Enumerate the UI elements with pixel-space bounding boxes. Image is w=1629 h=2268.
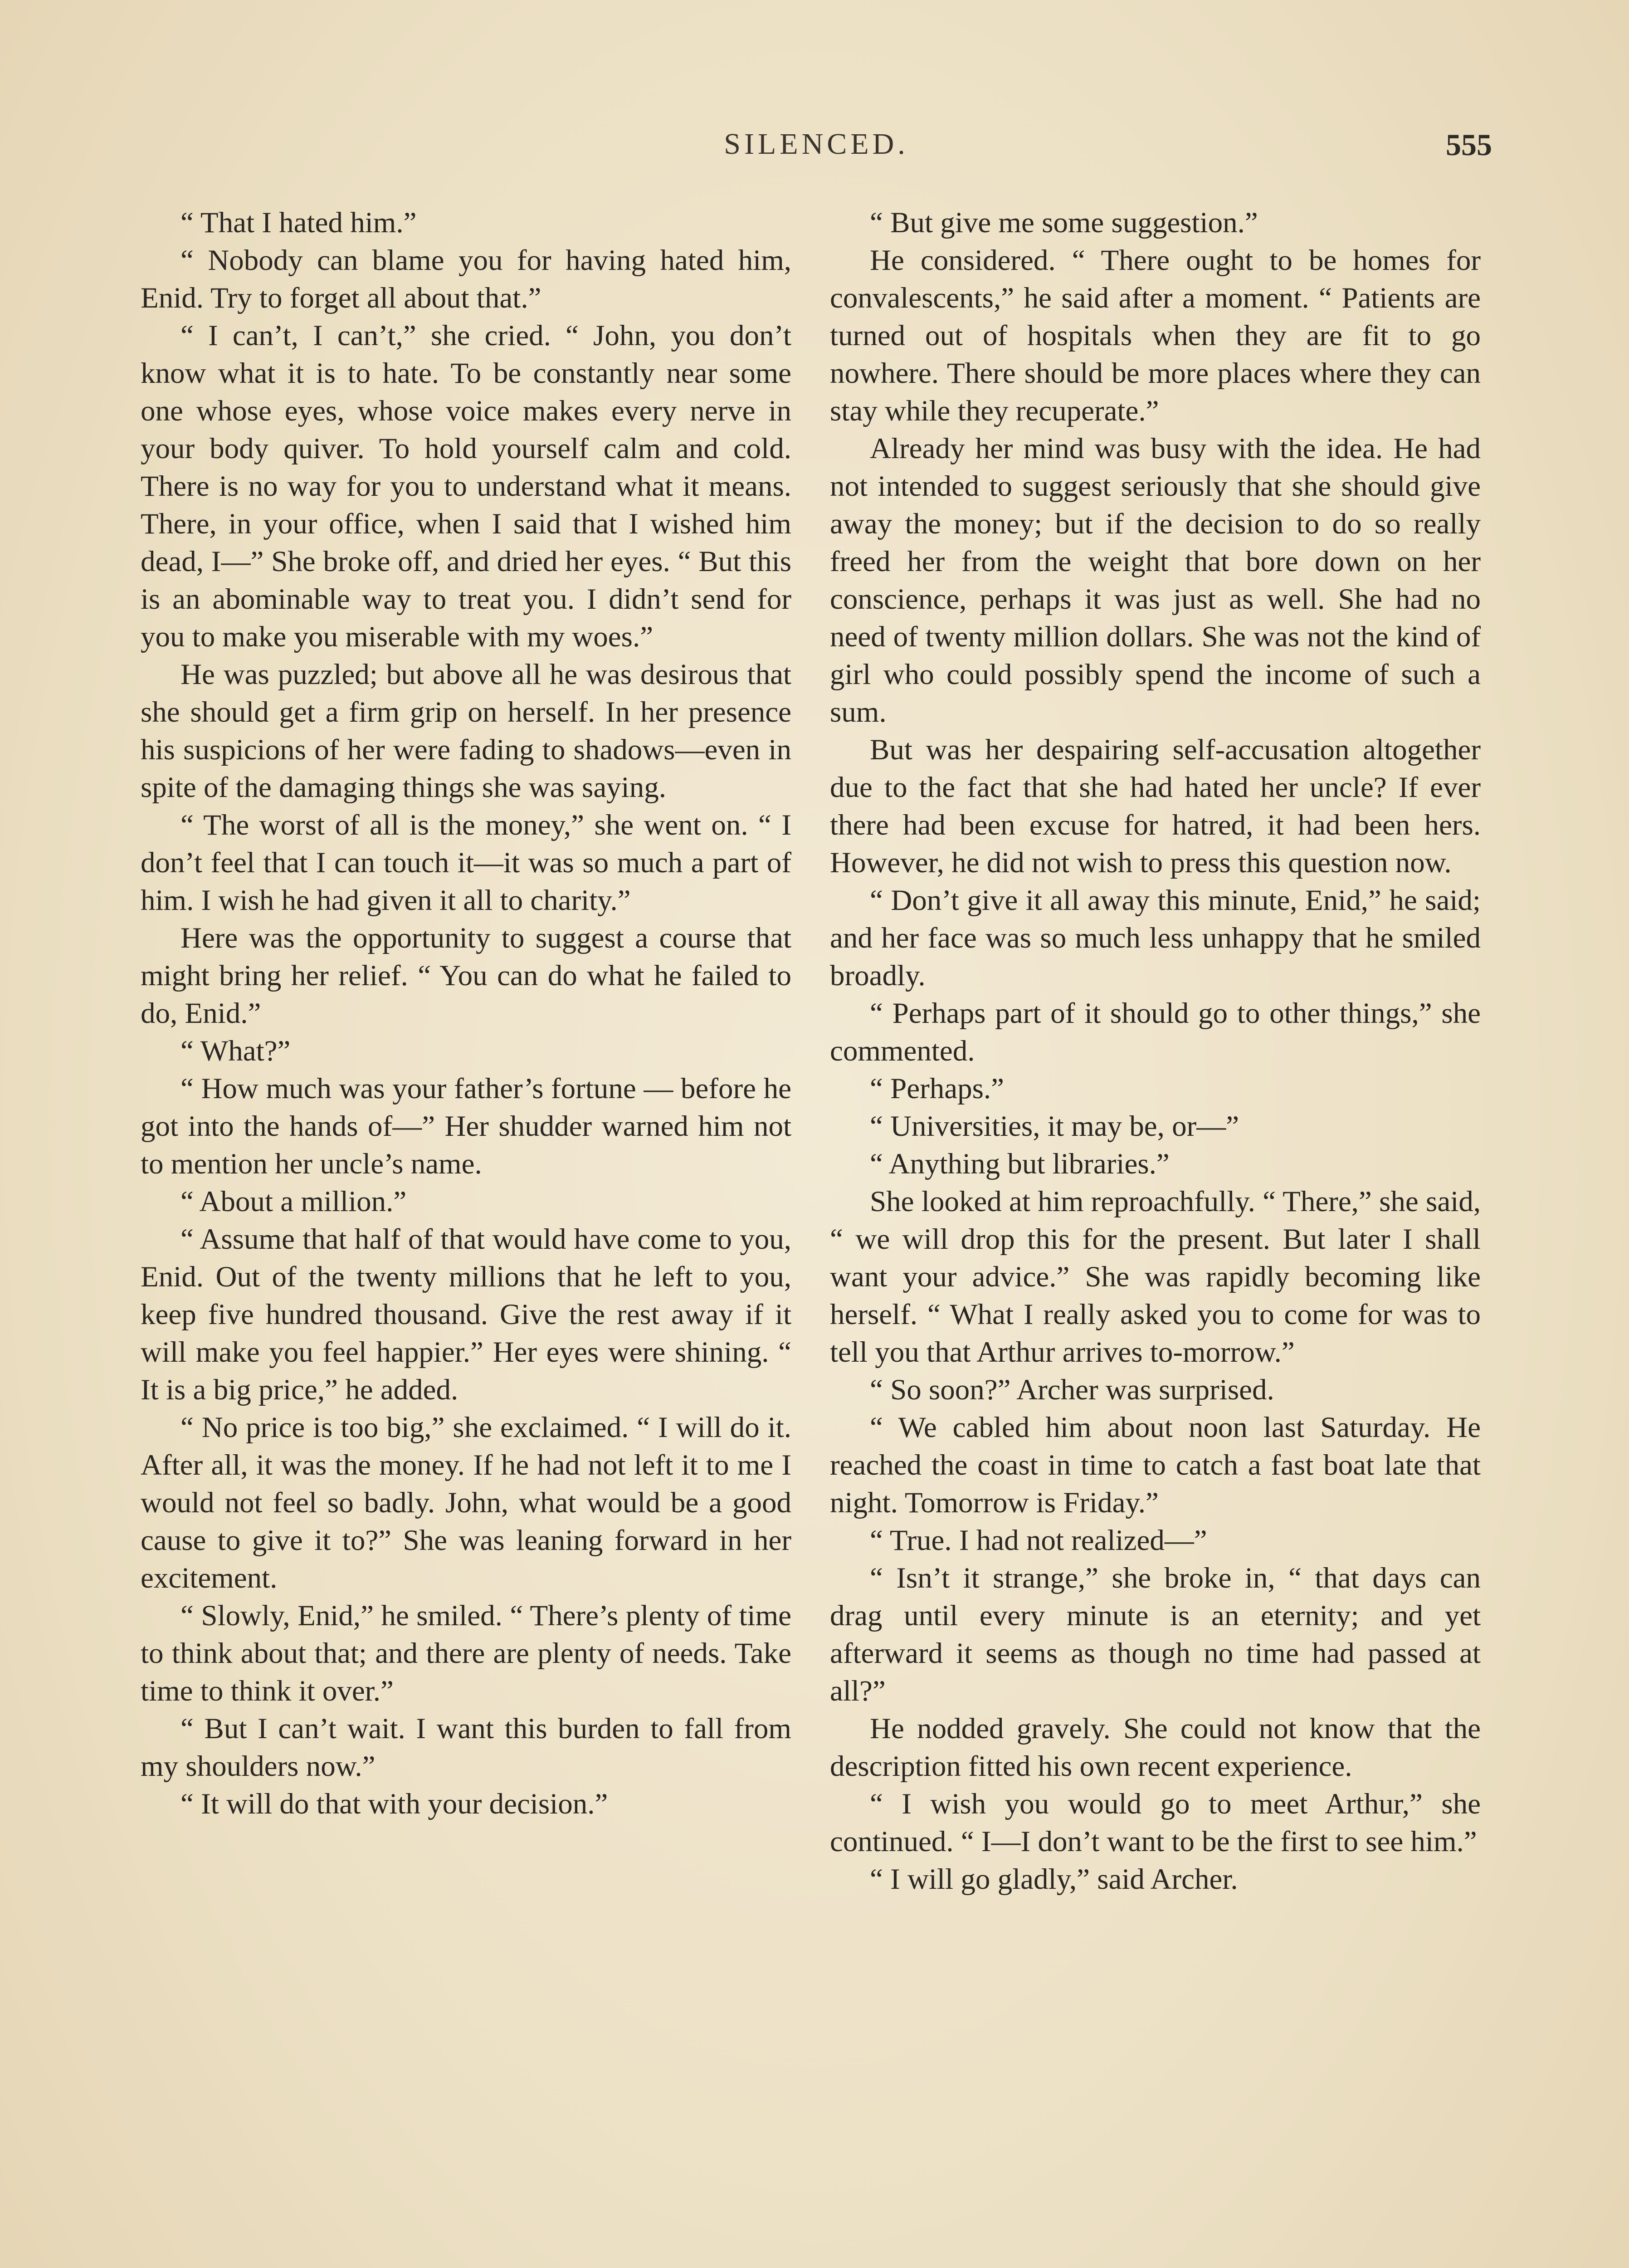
paragraph: “ Don’t give it all away this minute, Enid,” he said; and her face was so much less unhappy that he smiled broadly. bbox=[830, 884, 1481, 992]
paragraph: “ How much was your father’s fortune — before he got into the hands of—” Her shudder warned him not to mention her uncle’s name. bbox=[141, 1072, 791, 1180]
paragraph: “ Universities, it may be, or—” bbox=[870, 1110, 1239, 1143]
paragraph: “ About a million.” bbox=[180, 1185, 407, 1218]
paragraph: She looked at him reproachfully. “ There,” she said, “ we will drop this for the present. But later I shall want your advice.” She was rapidly becoming like herself. “ What I really asked you to come for was to tell you that Arthur arrives to-morrow.” bbox=[830, 1185, 1481, 1369]
paragraph: He was puzzled; but above all he was desirous that she should get a firm grip on herself. In her presence his suspicions of her were fading to shadows—even in spite of the damaging things she was saying. bbox=[141, 658, 791, 804]
left-column bbox=[141, 204, 791, 1823]
paragraph: “ Isn’t it strange,” she broke in, “ that days can drag until every minute is an eternity; and yet afterward it seems as though no time had passed at all?” bbox=[830, 1562, 1481, 1707]
paragraph: “ Perhaps part of it should go to other things,” she commented. bbox=[830, 997, 1481, 1067]
paragraph: “ What?” bbox=[180, 1035, 291, 1067]
paragraph: “ We cabled him about noon last Saturday. He reached the coast in time to catch a fast boat late that night. Tomorrow is Friday.” bbox=[830, 1411, 1481, 1519]
paragraph: “ But I can’t wait. I want this burden to fall from my shoulders now.” bbox=[141, 1712, 791, 1783]
paragraph: Here was the opportunity to suggest a course that might bring her relief. “ You can do what he failed to do, Enid.” bbox=[141, 922, 791, 1030]
paragraph: “ No price is too big,” she exclaimed. “ I will do it. After all, it was the money. If he had not left it to me I would not feel so badly. John, what would be a good cause to give it to?” She was leaning forward in her excitement. bbox=[141, 1411, 791, 1594]
paragraph: “ Slowly, Enid,” he smiled. “ There’s plenty of time to think about that; and there are plenty of needs. Take time to think it over.” bbox=[141, 1599, 791, 1707]
paragraph: He considered. “ There ought to be homes for convalescents,” he said after a moment. “ Patients are turned out of hospitals when they are fit to go nowhere. There should be more places where they can stay while they recuperate.” bbox=[830, 244, 1481, 427]
paragraph: “ But give me some suggestion.” bbox=[870, 206, 1258, 239]
paragraph: “ Anything but libraries.” bbox=[870, 1148, 1170, 1180]
paragraph: Already her mind was busy with the idea. He had not intended to suggest seriously that she should give away the money; but if the decision to do so really freed her from the weight that bore down on her conscience, perhaps it was just as well. She had no need of twenty million dollars. She was not the kind of girl who could possibly spend the income of such a sum. bbox=[830, 432, 1481, 728]
page-header bbox=[141, 127, 1492, 172]
paragraph: “ I wish you would go to meet Arthur,” she continued. “ I—I don’t want to be the first to see him.” bbox=[830, 1788, 1481, 1858]
page-number: 555 bbox=[1446, 127, 1492, 162]
paragraph: “ Assume that half of that would have come to you, Enid. Out of the twenty millions that he left to you, keep five hundred thousand. Give the rest away if it will make you feel happier.” Her eyes were shining. “ It is a big price,” he added. bbox=[141, 1223, 791, 1406]
paragraph: “ I can’t, I can’t,” she cried. “ John, you don’t know what it is to hate. To be constantly near some one whose eyes, whose voice makes every nerve in your body quiver. To hold yourself calm and cold. There is no way for you to understand what it means. There, in your office, when I said that I wished him dead, I—” She broke off, and dried her eyes. “ But this is an abominable way to treat you. I didn’t send for you to make you miserable with my woes.” bbox=[141, 319, 791, 653]
paragraph: He nodded gravely. She could not know that the description fitted his own recent experience. bbox=[830, 1712, 1481, 1783]
paragraph: But was her despairing self-accusation altogether due to the fact that she had hated her uncle? If ever there had been excuse for hatred, it had been hers. However, he did not wish to press this question now. bbox=[830, 733, 1481, 879]
paragraph: “ That I hated him.” bbox=[180, 206, 417, 239]
paragraph: “ I will go gladly,” said Archer. bbox=[870, 1863, 1238, 1896]
paragraph: “ True. I had not realized—” bbox=[870, 1524, 1207, 1557]
running-title: SILENCED. bbox=[724, 127, 909, 161]
paragraph: “ The worst of all is the money,” she went on. “ I don’t feel that I can touch it—it was so much a part of him. I wish he had given it all to charity.” bbox=[141, 809, 791, 917]
paragraph: “ Perhaps.” bbox=[870, 1072, 1004, 1105]
right-column bbox=[830, 204, 1481, 1898]
paragraph: “ Nobody can blame you for having hated him, Enid. Try to forget all about that.” bbox=[141, 244, 791, 314]
paragraph: “ So soon?” Archer was surprised. bbox=[870, 1374, 1274, 1406]
paragraph: “ It will do that with your decision.” bbox=[180, 1788, 608, 1820]
